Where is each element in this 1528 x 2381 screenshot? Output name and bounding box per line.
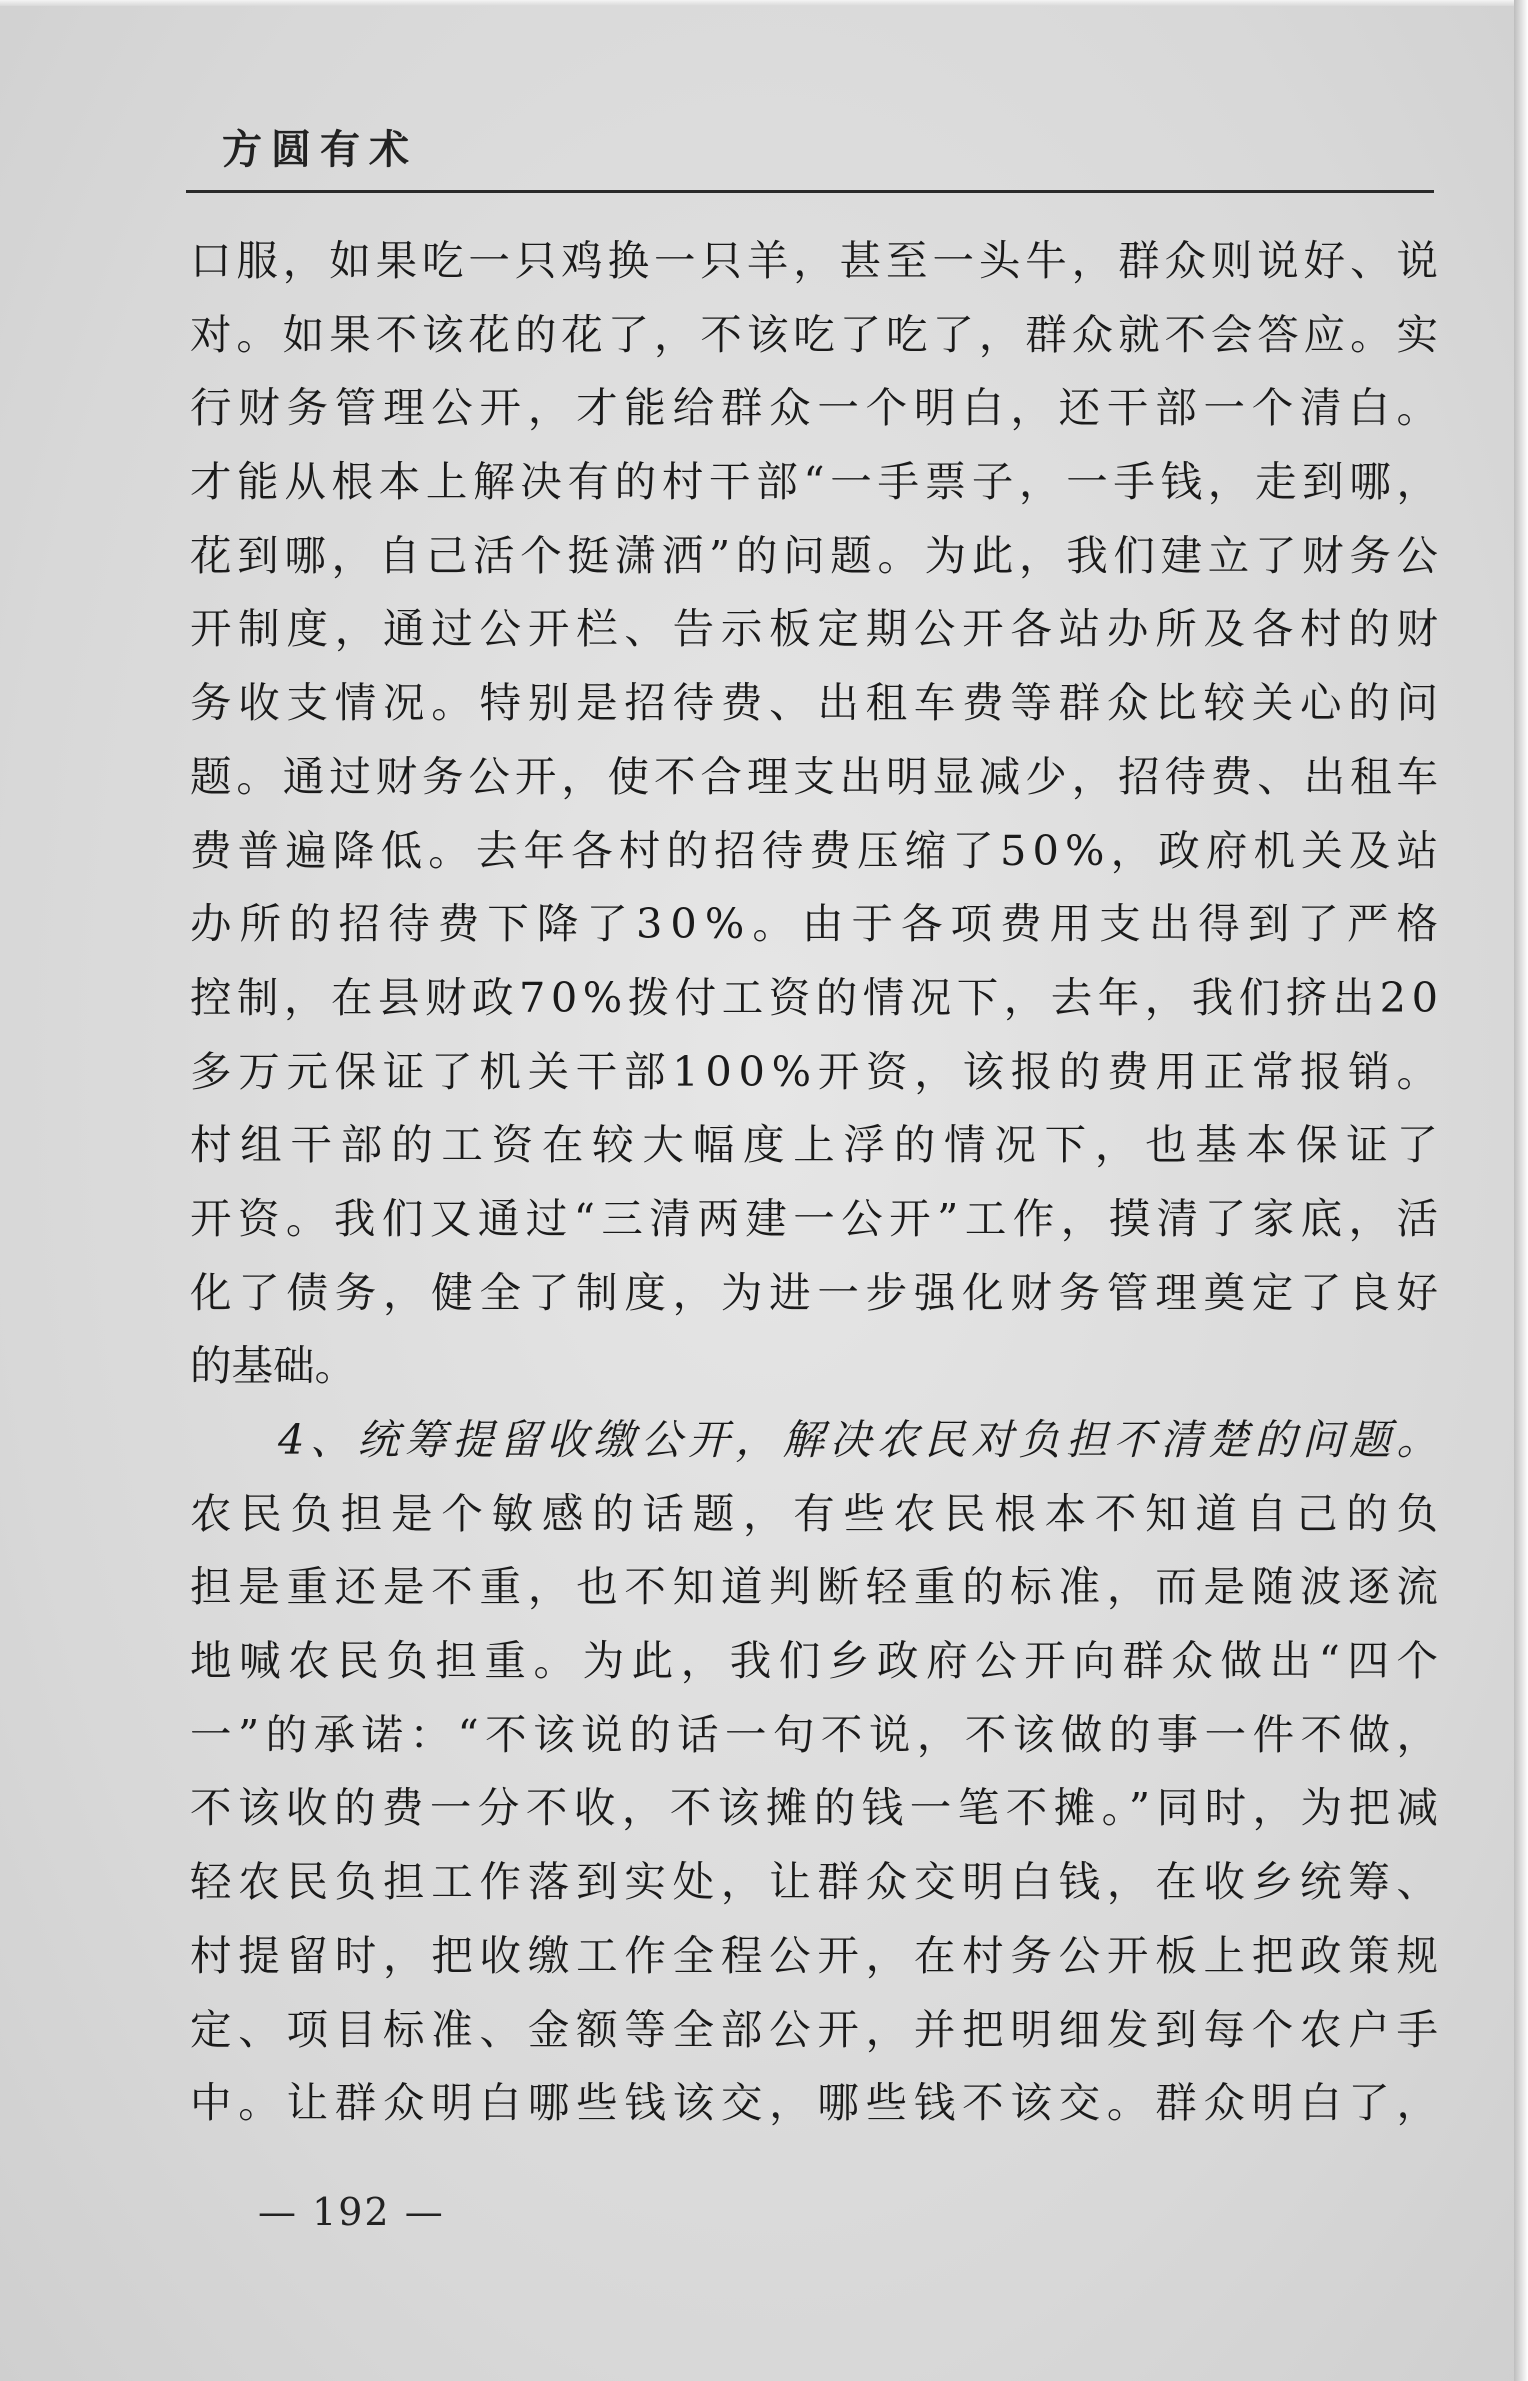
text-line: 控制，在县财政70%拨付工资的情况下，去年，我们挤出20 [190,972,1444,1022]
text-line: 开制度，通过公开栏、告示板定期公开各站办所及各村的财 [190,604,1445,654]
text-line: 多万元保证了机关干部100%开资，该报的费用正常报销。 [190,1046,1445,1096]
text-line: 轻农民负担工作落到实处，让群众交明白钱，在收乡统筹、 [190,1857,1445,1907]
page-number: — 192 — [258,2190,445,2234]
text-line: 办所的招待费下降了30%。由于各项费用支出得到了严格 [190,899,1447,949]
running-head: 方圆有术 [222,127,418,173]
text-line: 不该收的费一分不收，不该摊的钱一笔不摊。”同时，为把减 [190,1783,1445,1833]
text-line: 中。让群众明白哪些钱该交，哪些钱不该交。群众明白了， [190,2078,1445,2128]
text-line: 口服，如果吃一只鸡换一只羊，甚至一头牛，群众则说好、说 [190,236,1443,285]
text-line: 题。通过财务公开，使不合理支出明显减少，招待费、出租车 [190,751,1443,801]
text-line: 村提留时，把收缴工作全程公开，在村务公开板上把政策规 [190,1930,1445,1980]
section-heading: 4、统筹提留收缴公开，解决农民对负担不清楚的问题。 [278,1415,1444,1464]
text-line: 一”的承诺：“不该说的话一句不说，不该做的事一件不做， [190,1709,1445,1759]
text-line: 务收支情况。特别是招待费、出租车费等群众比较关心的问 [190,678,1445,728]
text-line: 对。如果不该花的花了，不该吃了吃了，群众就不会答应。实 [190,309,1443,359]
text-line: 担是重还是不重，也不知道判断轻重的标准，而是随波逐流 [190,1562,1445,1612]
text-line: 化了债务，健全了制度，为进一步强化财务管理奠定了良好 [190,1267,1445,1317]
body-text [190,224,1447,2140]
text-line: 才能从根本上解决有的村干部“一手票子，一手钱，走到哪， [190,457,1444,507]
page-right-edge [1514,0,1528,2381]
text-line: 费普遍降低。去年各村的招待费压缩了50%，政府机关及站 [190,825,1445,875]
text-line: 农民负担是个敏感的话题，有些农民根本不知道自己的负 [190,1488,1447,1538]
text-line: 花到哪，自己活个挺潇洒”的问题。为此，我们建立了财务公 [190,530,1444,580]
text-line: 村组干部的工资在较大幅度上浮的情况下，也基本保证了 [190,1120,1447,1170]
header-rule [186,190,1434,193]
text-line: 开资。我们又通过“三清两建一公开”工作，摸清了家底，活 [190,1193,1445,1243]
text-line: 地喊农民负担重。为此，我们乡政府公开向群众做出“四个 [190,1636,1446,1686]
text-line: 定、项目标准、金额等全部公开，并把明细发到每个农户手 [190,2004,1445,2054]
page-top-edge [0,0,1528,6]
text-line: 的基础。 [190,1341,357,1391]
text-line: 行财务管理公开，才能给群众一个明白，还干部一个清白。 [190,383,1445,433]
